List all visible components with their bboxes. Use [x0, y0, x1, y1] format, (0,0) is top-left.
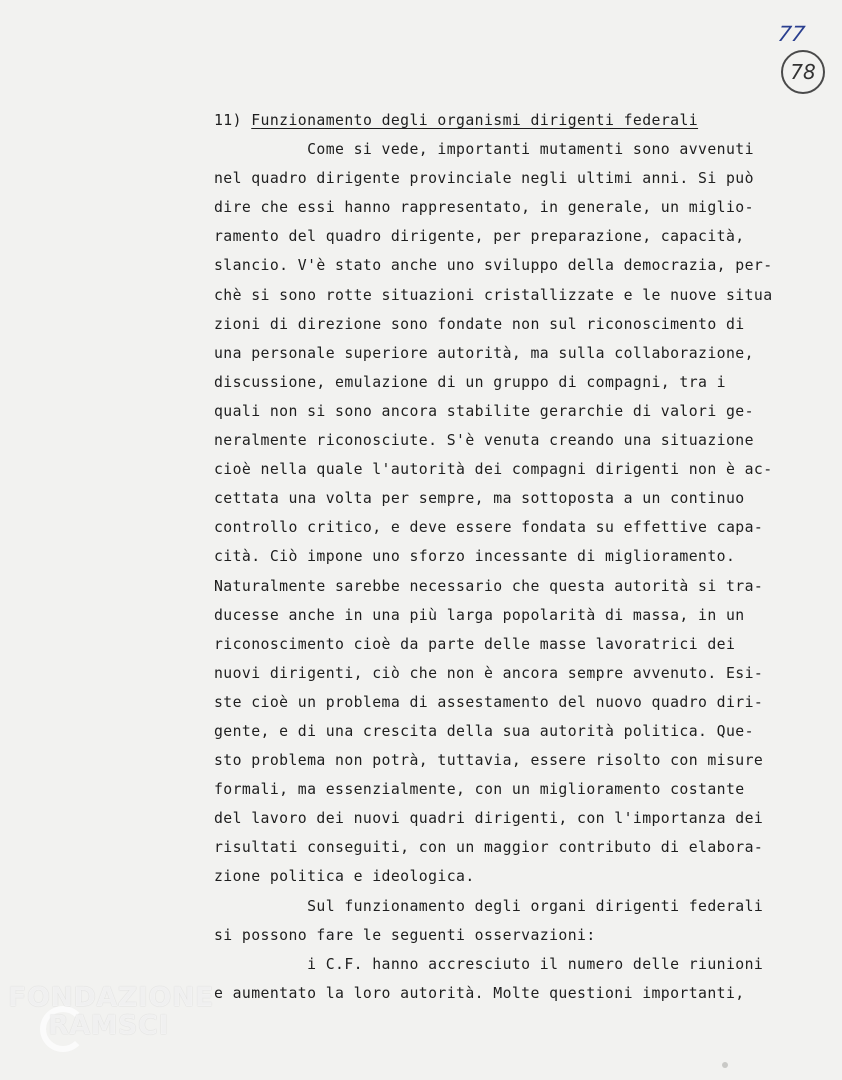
text-line: e aumentato la loro autorità. Molte questioni importanti, — [214, 984, 745, 1002]
text-line: cità. Ciò impone uno sforzo incessante di miglioramento. — [214, 548, 736, 566]
text-line: risultati conseguiti, con un maggior contributo di elabora- — [214, 839, 764, 857]
circled-page-number: 78 — [781, 50, 825, 94]
section-heading — [214, 106, 814, 135]
text-line: Sul funzionamento degli organi dirigenti federali — [214, 897, 764, 915]
text-line: cioè nella quale l'autorità dei compagni dirigenti non è ac- — [214, 461, 773, 479]
paper-speck — [722, 1062, 728, 1068]
text-line: nel quadro dirigente provinciale negli ultimi anni. Si può — [214, 170, 754, 188]
text-line: zioni di direzione sono fondate non sul riconoscimento di — [214, 315, 745, 333]
text-line: cettata una volta per sempre, ma sottoposta a un continuo — [214, 490, 745, 508]
text-line: ducesse anche in una più larga popolarità di massa, in un — [214, 606, 745, 624]
text-line: Come si vede, importanti mutamenti sono avvenuti — [214, 141, 754, 159]
text-line: si possono fare le seguenti osservazioni: — [214, 926, 596, 944]
text-line: Naturalmente sarebbe necessario che questa autorità si tra- — [214, 577, 764, 595]
handwritten-page-number: 77 — [776, 22, 807, 46]
typewritten-text — [214, 106, 814, 1008]
text-line: ramento del quadro dirigente, per preparazione, capacità, — [214, 228, 745, 246]
text-line: nuovi dirigenti, ciò che non è ancora sempre avvenuto. Esi- — [214, 664, 764, 682]
text-line: ste cioè un problema di assestamento del nuovo quadro diri- — [214, 693, 764, 711]
text-line: neralmente riconosciute. S'è venuta creando una situazione — [214, 432, 754, 450]
text-line: una personale superiore autorità, ma sulla collaborazione, — [214, 344, 754, 362]
text-line: i C.F. hanno accresciuto il numero delle riunioni — [214, 955, 764, 973]
watermark-logo — [8, 984, 214, 1040]
text-line: chè si sono rotte situazioni cristallizzate e le nuove situa — [214, 286, 773, 304]
text-line: discussione, emulazione di un gruppo di compagni, tra i — [214, 373, 726, 391]
heading-title: Funzionamento degli organismi dirigenti federali — [251, 112, 699, 129]
watermark-line-2: RAMSCI — [48, 1010, 169, 1041]
text-line: formali, ma essenzialmente, con un miglioramento costante — [214, 781, 745, 799]
text-line: gente, e di una crescita della sua autorità politica. Que- — [214, 722, 754, 740]
text-line: del lavoro dei nuovi quadri dirigenti, con l'importanza dei — [214, 810, 764, 828]
text-line: controllo critico, e deve essere fondata su effettive capa- — [214, 519, 764, 537]
text-line: quali non si sono ancora stabilite gerarchie di valori ge- — [214, 402, 754, 420]
text-line: riconoscimento cioè da parte delle masse lavoratrici dei — [214, 635, 736, 653]
text-line: zione politica e ideologica. — [214, 868, 475, 886]
heading-number: 11) — [214, 112, 242, 129]
text-line: slancio. V'è stato anche uno sviluppo della democrazia, per- — [214, 257, 773, 275]
text-line: sto problema non potrà, tuttavia, essere risolto con misure — [214, 752, 764, 770]
text-line: dire che essi hanno rappresentato, in generale, un miglio- — [214, 199, 754, 217]
watermark-line-1: FONDAZIONE — [8, 982, 214, 1013]
